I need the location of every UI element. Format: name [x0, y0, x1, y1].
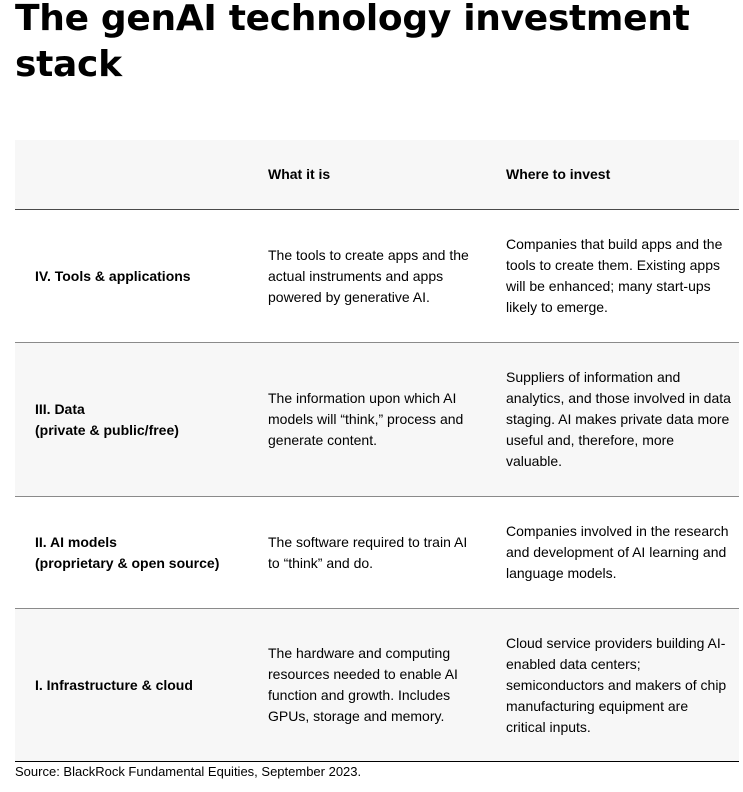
row-label-text: IV. Tools & applications [35, 267, 191, 284]
row-label [35, 609, 255, 761]
page-title: The genAI technology investment stack [15, 0, 690, 85]
row-sublabel-text: (proprietary & open source) [35, 554, 220, 571]
investment-stack-table [15, 140, 739, 762]
source-note: Source: BlackRock Fundamental Equities, September 2023. [15, 764, 362, 779]
table-header-row [15, 140, 739, 210]
header-cell-where-to-invest: Where to invest [506, 166, 611, 182]
row-what-it-is: The information upon which AI models will “think,” process and generate content. [268, 390, 464, 448]
row-label-text: II. AI models [35, 533, 117, 550]
row-where-to-invest: Cloud service providers building AI-enabled data centers; semiconductors and makers of chip manufacturing equipment are critical inputs. [506, 634, 727, 735]
row-where-to-invest: Suppliers of information and analytics, and those involved in data staging. AI makes private data more useful and, therefore, more valuable. [506, 369, 731, 469]
row-label [35, 210, 255, 342]
table-row-infrastructure-cloud [15, 609, 739, 762]
row-label-text: I. Infrastructure & cloud [35, 676, 193, 693]
row-where-to-invest: Companies involved in the research and development of AI learning and language models. [506, 523, 729, 581]
row-what-it-is: The hardware and computing resources needed to enable AI function and growth. Includes GPUs, storage and memory. [268, 645, 458, 724]
table-row-data [15, 343, 739, 497]
row-sublabel-text: (private & public/free) [35, 421, 179, 438]
table-row-ai-models [15, 497, 739, 609]
header-cell-what-it-is: What it is [268, 166, 331, 182]
row-where-to-invest: Companies that build apps and the tools to create them. Existing apps will be enhanced; many start-ups likely to emerge. [506, 236, 723, 315]
row-label [35, 497, 255, 608]
header-cell-label [35, 140, 255, 209]
row-what-it-is: The software required to train AI to “think” and do. [268, 533, 468, 571]
row-label-text: III. Data [35, 400, 85, 417]
row-what-it-is: The tools to create apps and the actual instruments and apps powered by generative AI. [268, 246, 469, 305]
table-row-tools-applications [15, 210, 739, 343]
row-label [35, 343, 255, 496]
